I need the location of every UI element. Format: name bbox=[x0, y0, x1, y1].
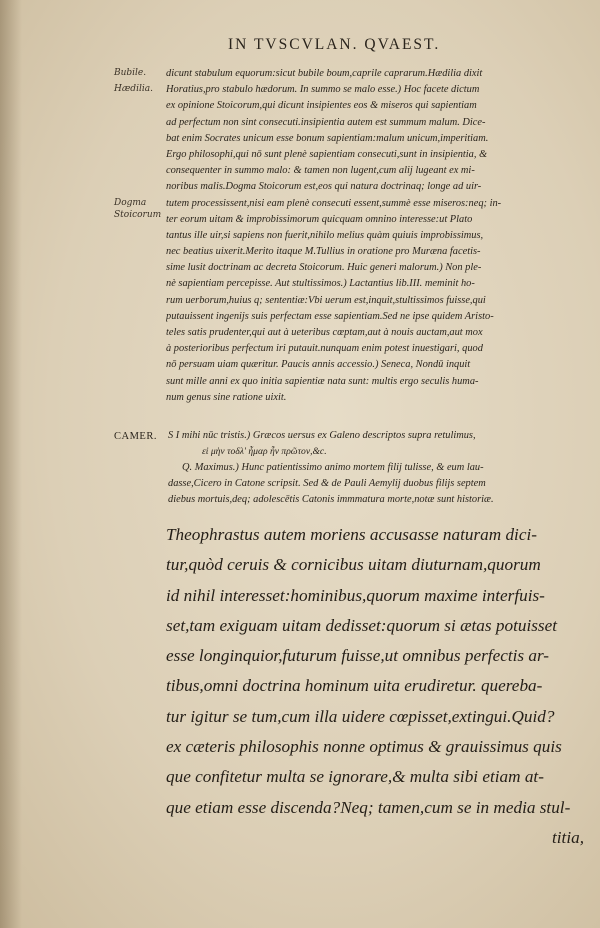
main-text-line: id nihil interesset:hominibus,quorum maxime interfuis- bbox=[166, 585, 545, 605]
main-text-line: que confitetur multa se ignorare,& multa sibi etiam at- bbox=[166, 767, 544, 787]
commentary-line: num genus sine ratione uixit. bbox=[166, 391, 287, 403]
camer-line: diebus mortuis,deq; adolescētis Catonis immmatura morte,notæ sunt historiæ. bbox=[168, 494, 494, 505]
main-text-line: tur igitur se tum,cum illa uidere cœpisset,extingui.Quid? bbox=[166, 706, 555, 726]
camer-line: dasse,Cicero in Catone scripsit. Sed & de Pauli Aemylij duobus filijs septem bbox=[168, 478, 486, 489]
running-head: IN TVSCVLAN. QVAEST. bbox=[228, 36, 441, 53]
commentary-line: bat enim Socrates unicum esse bonum sapientiam:malum unicum,imperitiam. bbox=[166, 132, 489, 144]
commentary-line: rum uerborum,huius q; sententiæ:Vbi uerum est,inquit,stultissimos fuisse,qui bbox=[166, 294, 486, 306]
margin-note-stoicorum: Stoicorum bbox=[114, 210, 162, 220]
commentary-line: ad perfectum non sint consecuti.insipientia autem est summum malum. Dice- bbox=[166, 116, 486, 128]
main-text-line: esse longinquior,futurum fuisse,ut omnibus perfectis ar- bbox=[166, 646, 550, 666]
commentary-line: Horatius,pro stabulo hædorum. In summo se malo esse.) Hoc facete dictum bbox=[166, 84, 480, 96]
commentary-line: à posterioribus perfectum iri putauit.nunquam enim potest inuestigari, quod bbox=[166, 343, 483, 355]
main-text-block bbox=[166, 520, 600, 853]
margin-note-bubile: Bubile. bbox=[114, 68, 147, 78]
commentary-line: teles satis prudenter,qui aut à ueteribus cœptam,aut à nouis auctam,aut mox bbox=[166, 327, 483, 338]
commentary-line: noribus malis.Dogma Stoicorum est,eos qui natura doctrinaq; longe ad uir- bbox=[166, 181, 482, 193]
greek-quote-line: εἰ μὴν τοδλ' ἦμαρ ἦν πρῶτον,&c. bbox=[202, 446, 327, 457]
commentary-line: sime lusit doctrinam ac decreta Stoicorum. Huic generi malorum.) Non ple- bbox=[166, 262, 482, 274]
main-text-line: set,tam exiguam uitam dedisset:quorum si ætas potuisset bbox=[166, 615, 557, 635]
camer-margin-label: CAMER. bbox=[114, 431, 157, 442]
main-text-line: tur,quòd ceruis & cornicibus uitam diuturnam,quorum bbox=[166, 555, 541, 575]
commentary-block bbox=[166, 66, 600, 406]
commentary-line: tantus ille uir,si sapiens non fuerit,nihilo melius quàm quiuis improbissimus, bbox=[166, 229, 484, 241]
main-text-line: ex cæteris philosophis nonne optimus & grauissimus quis bbox=[166, 737, 562, 757]
margin-note-haedilia: Hædilia. bbox=[114, 84, 153, 94]
commentary-line: consequenter in summo malo: & tamen non lugent,cum alij lugeant ex mi- bbox=[166, 165, 475, 177]
commentary-line: ter eorum uitam & improbissimorum quicquam omnino interesse:ut Plato bbox=[166, 213, 473, 225]
commentary-line: tutem processissent,nisi eam plenè consecuti essent,summè esse miseros:neq; in- bbox=[166, 197, 502, 209]
camer-line: Q. Maximus.) Hunc patientissimo animo mortem filij tulisse, & eum lau- bbox=[182, 462, 484, 473]
commentary-line: ex opinione Stoicorum,qui dicunt insipientes eos & miseros qui sapientiam bbox=[166, 100, 477, 112]
commentary-line: Ergo philosophi,qui nō sunt plenè sapientiam consecuti,sunt in insipientia, & bbox=[166, 148, 488, 160]
margin-note-dogma: Dogma bbox=[114, 198, 147, 208]
main-text-line: tibus,omni doctrina hominum uita erudiretur. quereba- bbox=[166, 676, 543, 696]
commentary-line: nec beatius uixerit.Merito itaque M.Tullius in oratione pro Muræna facetis- bbox=[166, 246, 481, 258]
main-text-line: Theophrastus autem moriens accusasse naturam dici- bbox=[166, 525, 537, 544]
commentary-line: putauissent ingenijs suis perfectam esse sapientiam.Sed ne ipse quidem Aristo- bbox=[166, 310, 494, 322]
commentary-line: nō persuam uiam quæritur. Paucis annis accessio.) Seneca, Nondū inquit bbox=[166, 359, 471, 371]
main-text-line: que etiam esse discenda?Neq; tamen,cum se in media stul- bbox=[166, 797, 571, 817]
camer-line: S I mihi nūc tristis.) Græcos uersus ex Galeno descriptos supra retulimus, bbox=[168, 430, 476, 441]
commentary-line: dicunt stabulum equorum:sicut bubile boum,caprile caprarum.Hædilia dixit bbox=[166, 68, 483, 79]
commentary-line: sunt mille anni ex quo initia sapientiæ nata sunt: multis ergo seculis huma- bbox=[166, 375, 479, 387]
binding-shadow bbox=[0, 0, 22, 928]
commentary-line: nè sapientiam percepisse. Aut stultissimos.) Lactantius lib.III. meminit ho- bbox=[166, 278, 475, 290]
catchword-line: titia, bbox=[552, 827, 584, 847]
camer-notes-block bbox=[168, 428, 598, 508]
